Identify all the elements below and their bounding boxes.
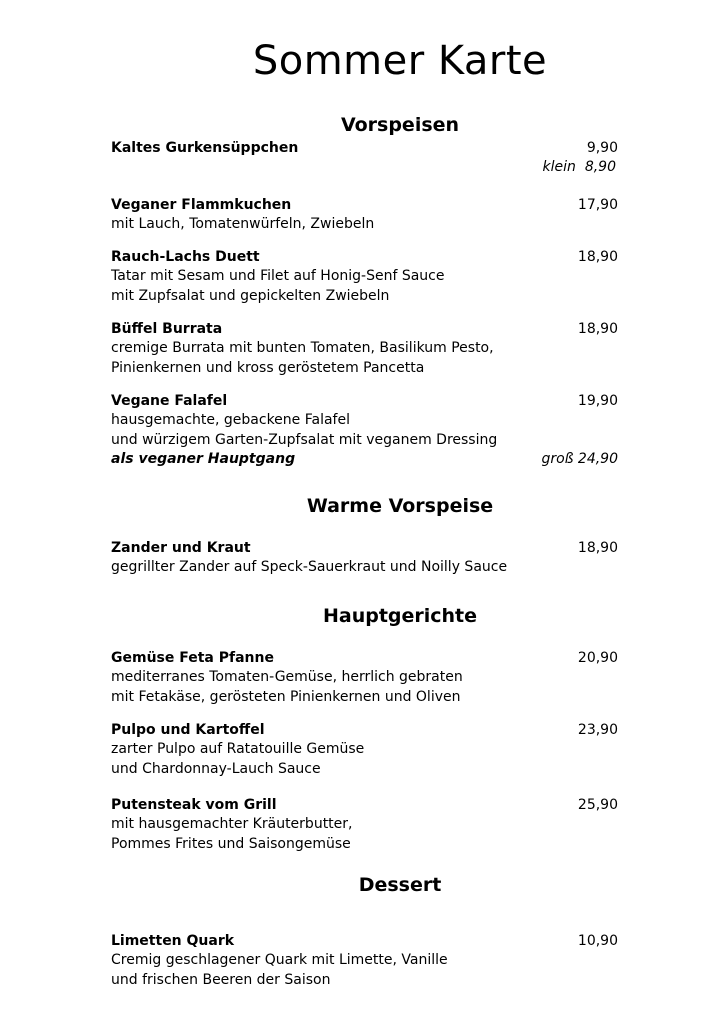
item-name: Vegane Falafel (111, 393, 228, 409)
item-price: 9,90 (586, 140, 618, 156)
item-name: Kaltes Gurkensüppchen (111, 140, 299, 156)
menu-item-putensteak-vom-grill (111, 796, 621, 854)
menu-item-kaltes-gurkensueppchen (111, 139, 621, 175)
item-description: Pommes Frites und Saisongemüse (111, 835, 351, 852)
item-description: zarter Pulpo auf Ratatouille Gemüse (111, 741, 365, 758)
menu-item-vegane-falafel (111, 392, 621, 469)
item-description: Tatar mit Sesam und Filet auf Honig-Senf Sauce (111, 268, 445, 285)
item-description: cremige Burrata mit bunten Tomaten, Basilikum Pesto, (111, 340, 494, 357)
item-price: 18,90 (577, 249, 618, 265)
item-name: Putensteak vom Grill (111, 797, 277, 813)
page-title: Sommer Karte (252, 38, 548, 84)
menu-item-bueffel-burrata (111, 320, 621, 378)
item-alt-price: groß 24,90 (541, 451, 618, 467)
item-price: 23,90 (577, 722, 618, 738)
item-description: Pinienkernen und kross geröstetem Pancetta (111, 359, 425, 376)
item-description: und Chardonnay-Lauch Sauce (111, 760, 321, 777)
item-price: 25,90 (577, 797, 618, 813)
item-description: Cremig geschlagener Quark mit Limette, Vanille (111, 952, 448, 969)
item-name: Limetten Quark (111, 933, 235, 949)
section-heading-dessert: Dessert (358, 874, 442, 896)
section-heading-vorspeisen: Vorspeisen (340, 114, 460, 136)
item-description: und würzigem Garten-Zupfsalat mit veganem Dressing (111, 431, 498, 448)
item-description: hausgemachte, gebackene Falafel (111, 412, 350, 429)
item-price: 18,90 (577, 540, 618, 556)
item-name: Gemüse Feta Pfanne (111, 650, 274, 666)
item-name: Büffel Burrata (111, 321, 223, 337)
menu-item-gemuese-feta-pfanne (111, 649, 621, 707)
item-name: Rauch-Lachs Duett (111, 249, 260, 265)
item-price: 20,90 (577, 650, 618, 666)
item-name: Zander und Kraut (111, 540, 251, 556)
section-heading-warme-vorspeise: Warme Vorspeise (306, 495, 494, 517)
section-heading-hauptgerichte: Hauptgerichte (322, 605, 478, 627)
item-price: 17,90 (577, 197, 618, 213)
item-alt-price: klein 8,90 (542, 159, 616, 175)
item-description: mit hausgemachter Kräuterbutter, (111, 816, 353, 833)
menu-item-pulpo-und-kartoffel (111, 721, 621, 779)
menu-item-zander-und-kraut (111, 539, 621, 578)
item-description: mediterranes Tomaten-Gemüse, herrlich gebraten (111, 669, 463, 686)
item-price: 18,90 (577, 321, 618, 337)
item-name: Veganer Flammkuchen (111, 197, 292, 213)
item-description: mit Fetakäse, gerösteten Pinienkernen und Oliven (111, 688, 461, 705)
menu-item-veganer-flammkuchen (111, 196, 621, 235)
item-price: 10,90 (577, 933, 618, 949)
item-name: Pulpo und Kartoffel (111, 722, 265, 738)
item-price: 19,90 (577, 393, 618, 409)
item-description: mit Lauch, Tomatenwürfeln, Zwiebeln (111, 216, 375, 233)
item-note: als veganer Hauptgang (111, 450, 296, 467)
menu-item-rauch-lachs-duett (111, 248, 621, 306)
item-description: gegrillter Zander auf Speck-Sauerkraut und Noilly Sauce (111, 559, 508, 576)
item-description: und frischen Beeren der Saison (111, 971, 331, 988)
item-description: mit Zupfsalat und gepickelten Zwiebeln (111, 287, 390, 304)
menu-item-limetten-quark (111, 932, 621, 990)
